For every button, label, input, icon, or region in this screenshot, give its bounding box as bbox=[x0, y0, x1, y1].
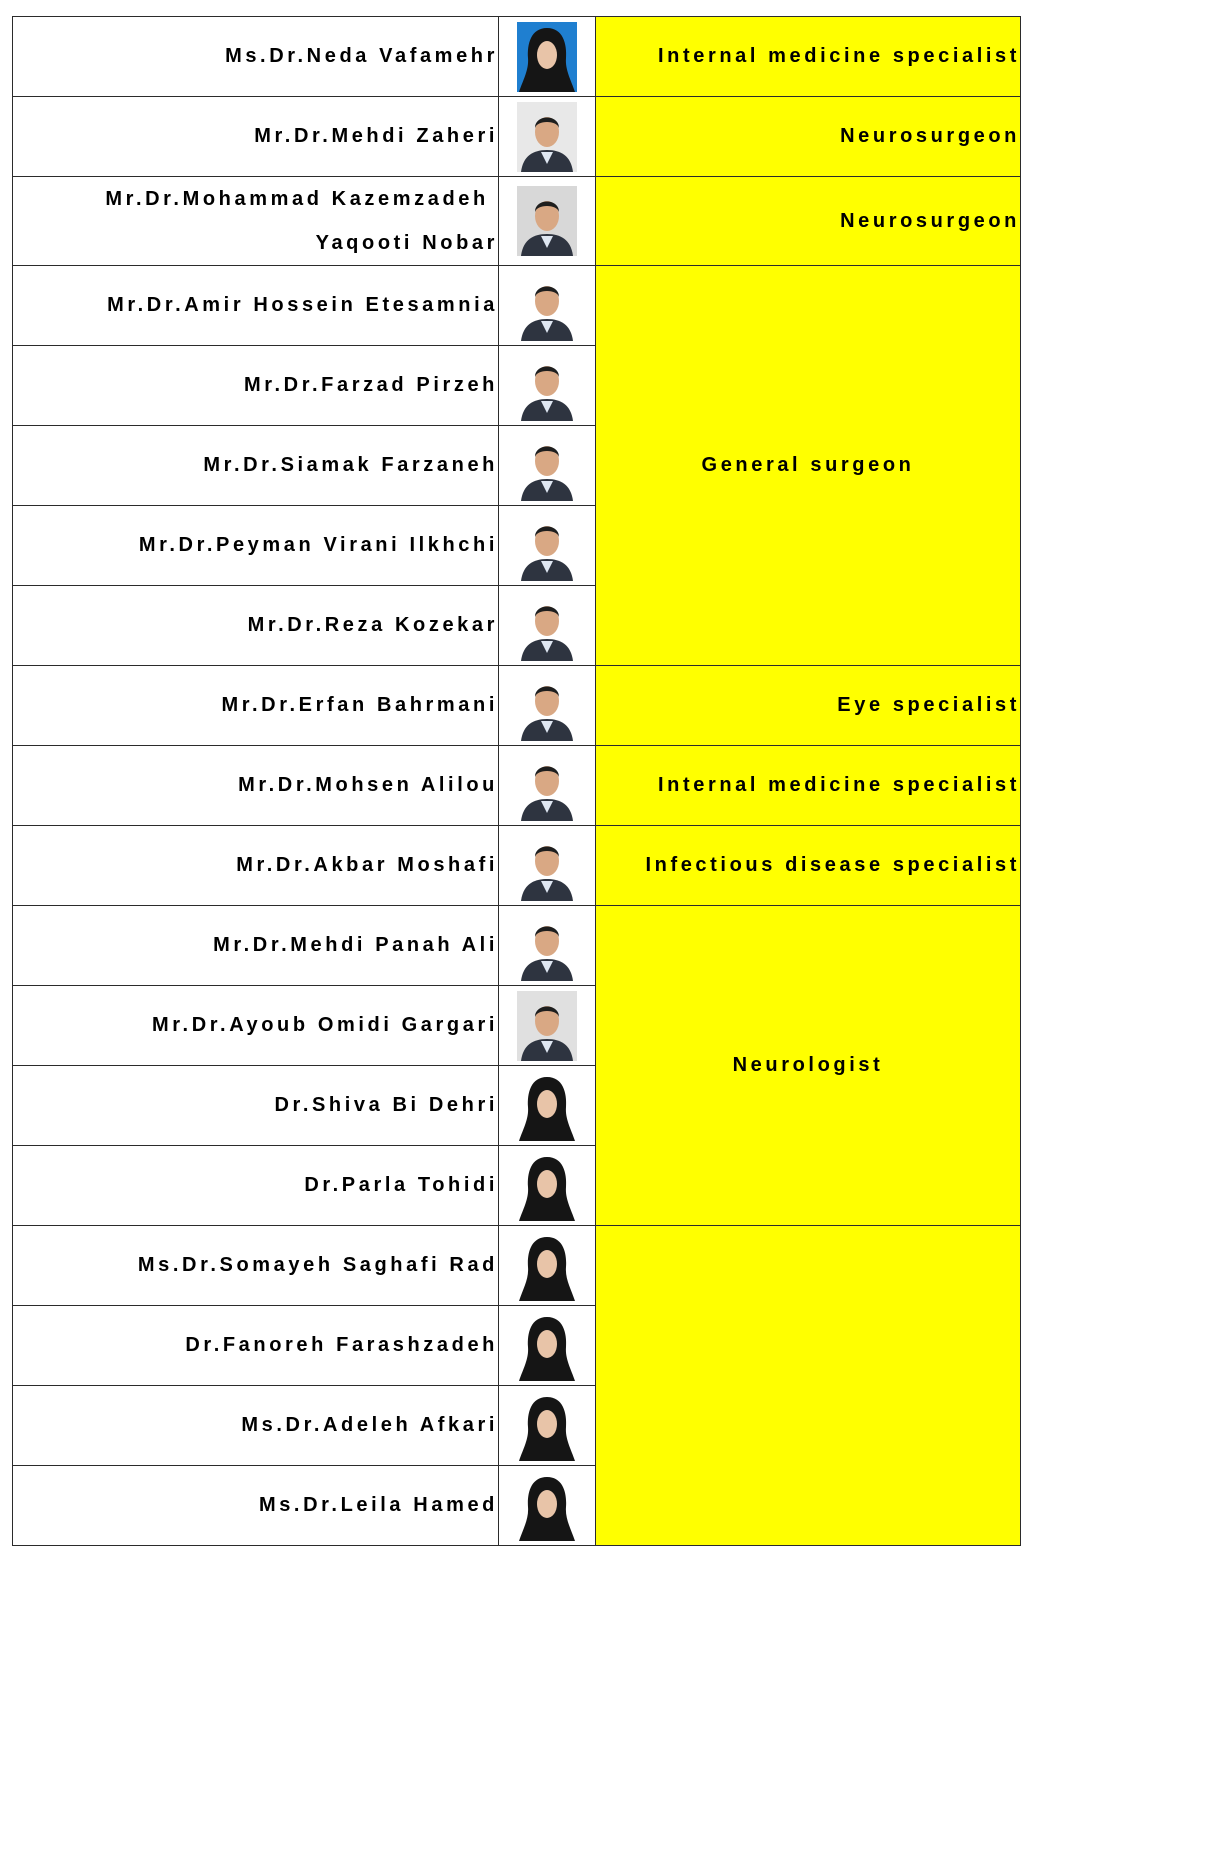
doctor-name: Mr.Dr.Mohsen Alilou bbox=[238, 774, 498, 796]
table-row bbox=[13, 17, 1021, 97]
doctor-name-cell bbox=[13, 1386, 499, 1466]
doctor-photo-cell bbox=[499, 586, 596, 666]
doctor-name: Mr.Dr.Amir Hossein Etesamnia bbox=[107, 294, 498, 316]
specialty-cell bbox=[596, 826, 1021, 906]
table-row bbox=[13, 906, 1021, 986]
female-hijab-portrait-icon bbox=[517, 1071, 577, 1141]
male-portrait-icon bbox=[517, 991, 577, 1061]
male-portrait-icon bbox=[517, 671, 577, 741]
doctor-photo-cell bbox=[499, 1066, 596, 1146]
specialty-cell-empty bbox=[596, 1226, 1021, 1546]
doctor-name bbox=[18, 177, 498, 265]
doctor-name-cell bbox=[13, 506, 499, 586]
specialty-cell bbox=[596, 666, 1021, 746]
doctor-name-cell bbox=[13, 1146, 499, 1226]
doctor-name: Ms.Dr.Somayeh Saghafi Rad bbox=[137, 1254, 498, 1276]
doctor-name: Dr.Shiva Bi Dehri bbox=[274, 1094, 498, 1116]
doctor-photo-cell bbox=[499, 986, 596, 1066]
doctor-photo-cell bbox=[499, 1226, 596, 1306]
doctor-name: Mr.Dr.Ayoub Omidi Gargari bbox=[152, 1014, 498, 1036]
specialty-label: Neurosurgeon bbox=[840, 209, 1020, 232]
doctor-name-line-2: Yaqooti Nobar bbox=[315, 232, 498, 254]
doctor-photo-cell bbox=[499, 506, 596, 586]
table-row bbox=[13, 746, 1021, 826]
doctor-photo-cell bbox=[499, 826, 596, 906]
specialty-label: Neurosurgeon bbox=[840, 125, 1020, 147]
doctor-name-cell bbox=[13, 17, 499, 97]
doctor-photo-cell bbox=[499, 266, 596, 346]
table-row bbox=[13, 1226, 1021, 1306]
doctor-name-cell bbox=[13, 746, 499, 826]
doctor-name-cell bbox=[13, 1226, 499, 1306]
doctor-photo-cell bbox=[499, 746, 596, 826]
doctor-photo-cell bbox=[499, 97, 596, 177]
female-hijab-portrait-icon bbox=[517, 1151, 577, 1221]
male-portrait-icon bbox=[517, 751, 577, 821]
specialty-cell bbox=[596, 266, 1021, 666]
doctor-name: Mr.Dr.Akbar Moshafi bbox=[236, 854, 498, 876]
male-portrait-icon bbox=[517, 431, 577, 501]
male-portrait-icon bbox=[517, 271, 577, 341]
doctor-photo-cell bbox=[499, 1146, 596, 1226]
specialty-cell bbox=[596, 746, 1021, 826]
doctor-name-cell bbox=[13, 1066, 499, 1146]
male-portrait-icon bbox=[517, 511, 577, 581]
doctor-photo-cell bbox=[499, 906, 596, 986]
doctor-name: Mr.Dr.Peyman Virani Ilkhchi bbox=[138, 534, 498, 556]
specialty-cell bbox=[596, 17, 1021, 97]
doctors-table bbox=[12, 16, 1021, 1546]
doctor-name: Ms.Dr.Adeleh Afkari bbox=[241, 1414, 498, 1436]
female-hijab-portrait-icon bbox=[517, 1311, 577, 1381]
doctor-photo-cell bbox=[499, 1386, 596, 1466]
doctor-photo-cell bbox=[499, 346, 596, 426]
doctor-photo-cell bbox=[499, 426, 596, 506]
doctor-name: Mr.Dr.Reza Kozekar bbox=[247, 614, 498, 636]
male-portrait-icon bbox=[517, 591, 577, 661]
table-row bbox=[13, 666, 1021, 746]
specialty-label: General surgeon bbox=[701, 454, 915, 476]
female-hijab-portrait-icon bbox=[517, 22, 577, 92]
doctor-name: Dr.Fanoreh Farashzadeh bbox=[185, 1334, 498, 1356]
male-portrait-icon bbox=[517, 911, 577, 981]
doctor-name-cell bbox=[13, 1306, 499, 1386]
doctor-name: Mr.Dr.Erfan Bahrmani bbox=[221, 694, 498, 716]
doctor-name-cell bbox=[13, 986, 499, 1066]
female-hijab-portrait-icon bbox=[517, 1471, 577, 1541]
doctor-name: Dr.Parla Tohidi bbox=[304, 1174, 498, 1196]
doctor-name: Ms.Dr.Neda Vafamehr bbox=[225, 45, 498, 67]
specialty-label: Infectious disease specialist bbox=[645, 854, 1020, 876]
doctor-photo-cell bbox=[499, 1306, 596, 1386]
doctor-name-cell bbox=[13, 266, 499, 346]
male-portrait-icon bbox=[517, 831, 577, 901]
doctor-name-cell bbox=[13, 826, 499, 906]
specialty-cell bbox=[596, 177, 1021, 266]
doctor-photo-cell bbox=[499, 1466, 596, 1546]
doctor-name-cell bbox=[13, 666, 499, 746]
doctor-name: Mr.Dr.Mehdi Zaheri bbox=[254, 125, 498, 147]
female-hijab-portrait-icon bbox=[517, 1391, 577, 1461]
doctor-name-cell bbox=[13, 177, 499, 266]
doctor-name-cell bbox=[13, 346, 499, 426]
specialty-cell bbox=[596, 97, 1021, 177]
doctor-photo-cell bbox=[499, 666, 596, 746]
female-hijab-portrait-icon bbox=[517, 1231, 577, 1301]
specialty-label: Neurologist bbox=[732, 1054, 884, 1076]
doctor-name: Mr.Dr.Farzad Pirzeh bbox=[243, 374, 498, 396]
table-row bbox=[13, 826, 1021, 906]
table-row bbox=[13, 177, 1021, 266]
doctor-name-cell bbox=[13, 97, 499, 177]
doctor-photo-cell bbox=[499, 177, 596, 266]
table-row bbox=[13, 266, 1021, 346]
doctor-name-line-1: Mr.Dr.Mohammad Kazemzadeh bbox=[105, 188, 489, 210]
doctor-name-cell bbox=[13, 426, 499, 506]
specialty-label: Internal medicine specialist bbox=[657, 774, 1020, 796]
doctor-name: Mr.Dr.Siamak Farzaneh bbox=[203, 454, 498, 476]
male-portrait-icon bbox=[517, 351, 577, 421]
male-portrait-icon bbox=[517, 186, 577, 256]
doctor-name-cell bbox=[13, 906, 499, 986]
doctor-name: Mr.Dr.Mehdi Panah Ali bbox=[213, 934, 498, 956]
doctor-name: Ms.Dr.Leila Hamed bbox=[258, 1494, 498, 1516]
doctor-name-cell bbox=[13, 586, 499, 666]
doctor-name-cell bbox=[13, 1466, 499, 1546]
doctor-photo-cell bbox=[499, 17, 596, 97]
male-portrait-icon bbox=[517, 102, 577, 172]
table-row bbox=[13, 97, 1021, 177]
specialty-label: Eye specialist bbox=[837, 694, 1020, 716]
specialty-label: Internal medicine specialist bbox=[657, 45, 1020, 67]
specialty-cell bbox=[596, 906, 1021, 1226]
